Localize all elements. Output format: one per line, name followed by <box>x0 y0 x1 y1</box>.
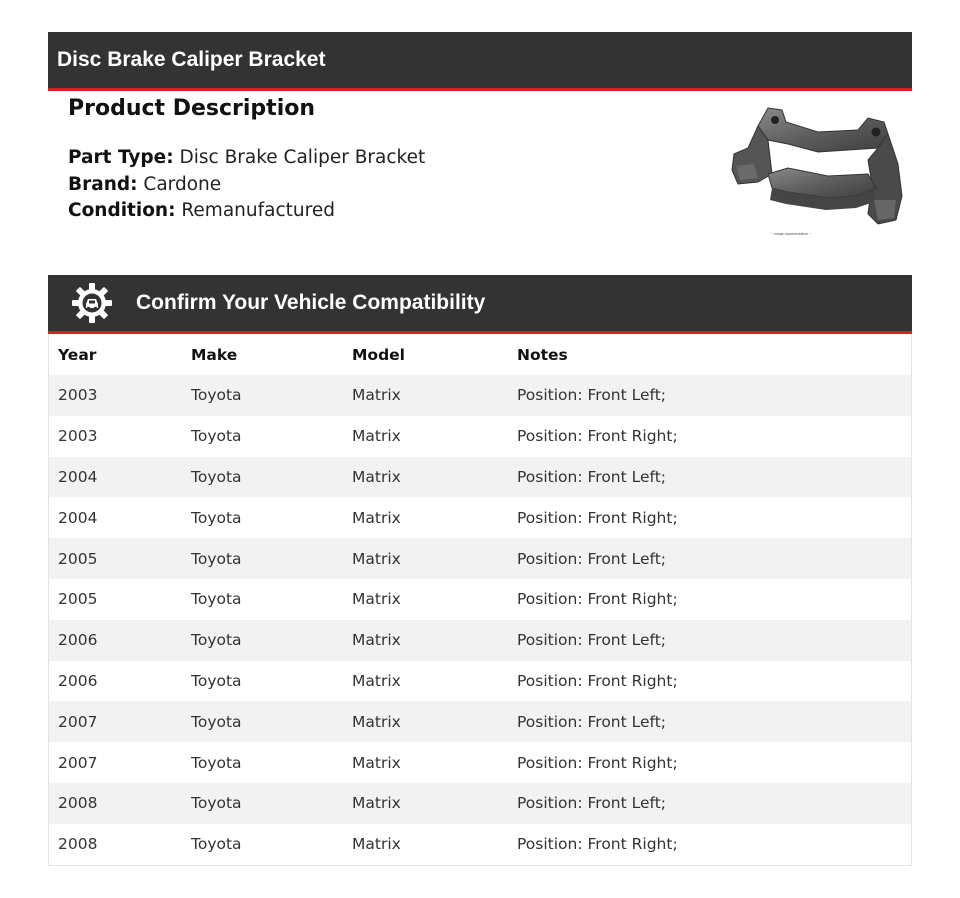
cell-year: 2006 <box>58 671 98 690</box>
cell-model: Matrix <box>352 467 401 486</box>
title-banner <box>48 32 912 91</box>
table-row <box>49 416 911 457</box>
cell-year: 2003 <box>58 427 98 446</box>
brand-label: Brand: <box>68 173 138 195</box>
cell-model: Matrix <box>352 712 401 731</box>
cell-notes: Position: Front Left; <box>517 467 667 486</box>
gear-car-icon <box>69 280 115 326</box>
condition-value: Remanufactured <box>181 200 335 221</box>
cell-notes: Position: Front Right; <box>517 671 678 690</box>
cell-notes: Position: Front Left; <box>517 794 667 813</box>
cell-model: Matrix <box>352 427 401 446</box>
column-header-make: Make <box>191 345 238 364</box>
cell-notes: Position: Front Left; <box>517 386 667 405</box>
cell-make: Toyota <box>191 386 242 405</box>
condition-row <box>68 198 688 225</box>
compatibility-banner <box>48 275 912 334</box>
cell-model: Matrix <box>352 386 401 405</box>
cell-year: 2003 <box>58 386 98 405</box>
column-header-notes: Notes <box>517 345 568 364</box>
cell-year: 2005 <box>58 549 98 568</box>
table-row <box>49 824 911 865</box>
table-row <box>49 783 911 824</box>
cell-make: Toyota <box>191 590 242 609</box>
cell-model: Matrix <box>352 753 401 772</box>
cell-model: Matrix <box>352 671 401 690</box>
cell-model: Matrix <box>352 631 401 650</box>
cell-make: Toyota <box>191 427 242 446</box>
cell-make: Toyota <box>191 549 242 568</box>
cell-year: 2004 <box>58 508 98 527</box>
cell-make: Toyota <box>191 712 242 731</box>
table-row <box>49 497 911 538</box>
cell-year: 2006 <box>58 631 98 650</box>
cell-notes: Position: Front Left; <box>517 712 667 731</box>
cell-year: 2008 <box>58 835 98 854</box>
cell-model: Matrix <box>352 549 401 568</box>
cell-make: Toyota <box>191 753 242 772</box>
table-row <box>49 538 911 579</box>
table-row <box>49 620 911 661</box>
cell-year: 2008 <box>58 794 98 813</box>
cell-notes: Position: Front Right; <box>517 590 678 609</box>
cell-notes: Position: Front Right; <box>517 427 678 446</box>
svg-text:~ image representative ~: ~ image representative ~ <box>770 232 812 236</box>
compatibility-title: Confirm Your Vehicle Compatibility <box>136 291 486 314</box>
cell-notes: Position: Front Right; <box>517 508 678 527</box>
cell-make: Toyota <box>191 835 242 854</box>
cell-notes: Position: Front Left; <box>517 549 667 568</box>
cell-make: Toyota <box>191 467 242 486</box>
cell-make: Toyota <box>191 794 242 813</box>
description-heading: Product Description <box>68 96 316 121</box>
cell-year: 2005 <box>58 590 98 609</box>
brand-row <box>68 172 688 199</box>
table-header-row <box>49 334 911 375</box>
brand-value: Cardone <box>143 173 222 195</box>
compatibility-table <box>48 334 912 866</box>
cell-model: Matrix <box>352 590 401 609</box>
table-row <box>49 661 911 702</box>
cell-make: Toyota <box>191 631 242 650</box>
cell-make: Toyota <box>191 508 242 527</box>
cell-model: Matrix <box>352 794 401 813</box>
cell-year: 2004 <box>58 467 98 486</box>
table-row <box>49 375 911 416</box>
part-type-row <box>68 145 688 172</box>
page-title: Disc Brake Caliper Bracket <box>57 48 326 71</box>
cell-make: Toyota <box>191 671 242 690</box>
cell-notes: Position: Front Right; <box>517 835 678 854</box>
condition-label: Condition: <box>68 200 176 221</box>
table-row <box>49 579 911 620</box>
cell-notes: Position: Front Left; <box>517 631 667 650</box>
product-description <box>68 96 688 225</box>
cell-model: Matrix <box>352 508 401 527</box>
table-row <box>49 457 911 498</box>
table-row <box>49 701 911 742</box>
table-row <box>49 742 911 783</box>
cell-year: 2007 <box>58 753 98 772</box>
column-header-year: Year <box>58 345 97 364</box>
cell-model: Matrix <box>352 835 401 854</box>
cell-notes: Position: Front Right; <box>517 753 678 772</box>
column-header-model: Model <box>352 345 405 364</box>
part-type-value: Disc Brake Caliper Bracket <box>179 147 426 168</box>
product-image <box>728 104 906 238</box>
cell-year: 2007 <box>58 712 98 731</box>
part-type-label: Part Type: <box>68 147 174 168</box>
